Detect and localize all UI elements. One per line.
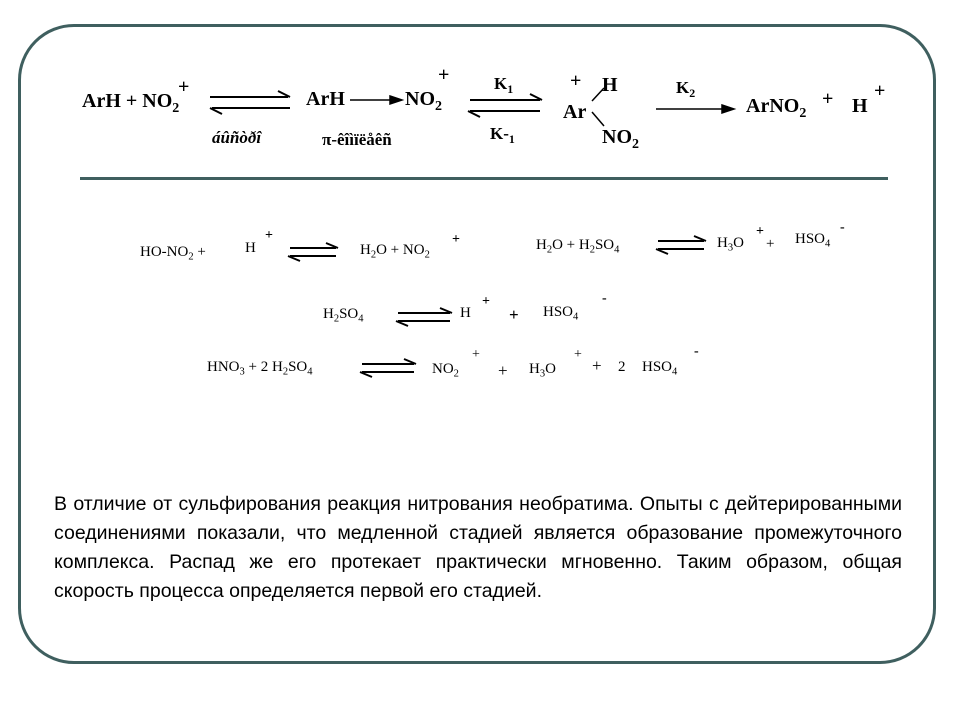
sigma-no2: $NO_2$	[602, 126, 639, 152]
eq2-bisulfate-charge: -	[840, 220, 845, 235]
eq4-bisulfate: $HSO_4$	[642, 359, 678, 378]
rate-constant-k1: $K_1$	[494, 74, 514, 97]
complex-no2: $NO_2$	[405, 88, 442, 114]
eq4-nitronium: $NO_2$	[432, 361, 459, 380]
eq2-plus: +	[766, 236, 775, 252]
eq4-hydronium: $H_3O$	[529, 361, 556, 380]
eq1-proton: H	[245, 240, 256, 256]
complex-arh: ArH	[306, 88, 345, 110]
equilibrium-arrow-eq2	[656, 236, 706, 254]
nitronium-charge: +	[178, 76, 190, 98]
eq1-products: $H_2O + NO_2$	[360, 242, 430, 261]
label-fast: áûñòðî	[212, 128, 262, 147]
forward-arrow-k2	[656, 105, 734, 113]
eq3-bisulfate: $HSO_4$	[543, 304, 579, 323]
reactant-arh: ArH + $NO_2$	[82, 90, 180, 116]
eq4-plus-2: +	[592, 356, 602, 375]
eq4-bisulfate-charge: -	[694, 344, 699, 359]
eq1-reactants: $HO-NO_2$ +	[140, 244, 206, 263]
eq4-reactants: $HNO_3 + 2$ $H_2SO_4$	[207, 359, 313, 378]
product-arno2: ArNO$_2$	[746, 95, 807, 121]
eq1-proton-charge: +	[265, 228, 273, 243]
sigma-h: H	[602, 74, 618, 96]
eq1-no2-charge: +	[452, 232, 460, 247]
complex-charge: +	[438, 64, 450, 86]
section-divider	[80, 177, 888, 180]
eq3-proton-charge: +	[482, 294, 490, 309]
complex-bond-arrow	[350, 96, 402, 104]
eq2-bisulfate: $HSO_4$	[795, 231, 831, 250]
eq2-hydronium-charge: +	[756, 224, 764, 239]
proton-charge: +	[874, 80, 886, 102]
equilibrium-arrow-eq3	[396, 308, 452, 326]
equilibrium-arrow-eq1	[288, 243, 338, 261]
eq4-nitronium-charge: +	[472, 347, 480, 362]
product-plus: +	[822, 88, 834, 110]
sigma-ar: Ar	[563, 101, 587, 123]
eq4-coefficient: 2	[618, 359, 626, 375]
eq2-reactants: $H_2O + H_2SO_4$	[536, 237, 620, 256]
rate-constant-k2: $K_2$	[676, 78, 696, 101]
explanation-paragraph: В отличие от сульфирования реакция нитрования необратима. Опыты с дейтерированными соединениями показали, что медленной стадией является образование промежуточного комплекса. Распад же его протекает практически мгновенно. Таким образом, общая скорость процесса определяется первой его стадией.	[54, 493, 902, 602]
sigma-charge: +	[570, 70, 582, 92]
equilibrium-arrow-1	[210, 91, 290, 114]
eq4-hydronium-charge: +	[574, 347, 582, 362]
eq2-hydronium: $H_3O$	[717, 235, 744, 254]
label-pi-complex: π-êîìïëåêñ	[322, 130, 392, 149]
eq3-proton: H	[460, 305, 471, 321]
equilibrium-arrow-k1	[468, 94, 542, 117]
rate-constant-k-1: $K-_1$	[490, 124, 515, 147]
equilibrium-arrow-eq4	[360, 359, 416, 377]
eq3-plus: +	[509, 305, 519, 324]
product-proton: H	[852, 95, 868, 117]
eq4-plus-1: +	[498, 361, 508, 380]
eq3-bisulfate-charge: -	[602, 291, 607, 306]
eq3-sulfuric-acid: $H_2SO_4$	[323, 306, 364, 325]
